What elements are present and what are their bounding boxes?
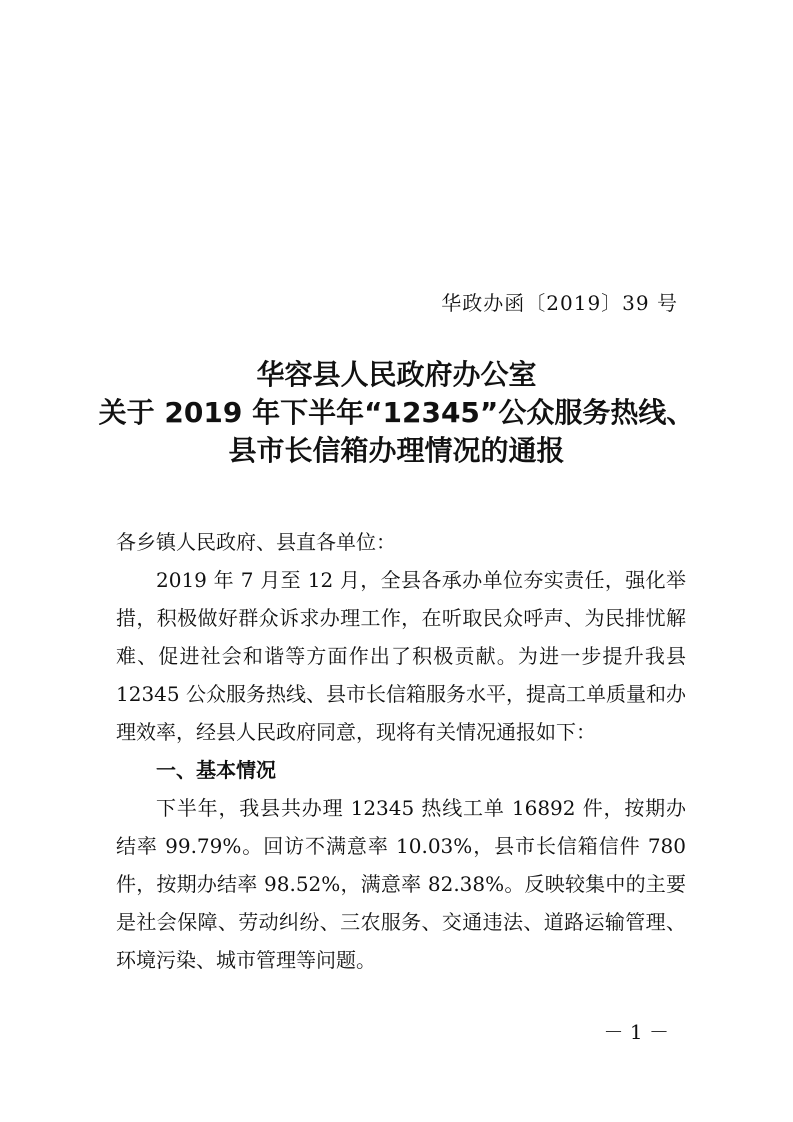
section-1-heading: 一、基本情况 [156, 758, 276, 782]
document-title [60, 356, 733, 470]
intro-paragraph: 2019 年 7 月至 12 月，全县各承办单位夯实责任，强化举措，积极做好群众诉求办理工作，在听取民众呼声、为民排忧解难、促进社会和谐等方面作出了积极贡献。为进一步提升我县 12345 公众服务热线、县市长信箱服务水平，提高工单质量和办理效率，经县人民政府同意，现将有关情况通报如下： [116, 568, 686, 744]
title-line-1: 华容县人民政府办公室 [256, 358, 537, 391]
document-body [116, 523, 686, 979]
title-line-3: 县市长信箱办理情况的通报 [228, 434, 565, 467]
section-1-paragraph: 下半年，我县共办理 12345 热线工单 16892 件，按期办结率 99.79%。回访不满意率 10.03%，县市长信箱信件 780 件，按期办结率 98.52%，满意率 82.38%。反映较集中的主要是社会保障、劳动纠纷、三农服务、交通违法、道路运输管理、环境污染、城市管理等问题。 [116, 796, 686, 972]
title-line-2: 关于 2019 年下半年“12345”公众服务热线、 [98, 396, 695, 429]
salutation: 各乡镇人民政府、县直各单位： [116, 530, 396, 554]
page-number: － 1 － [603, 1020, 669, 1044]
document-number: 华政办函〔2019〕39 号 [441, 291, 678, 315]
